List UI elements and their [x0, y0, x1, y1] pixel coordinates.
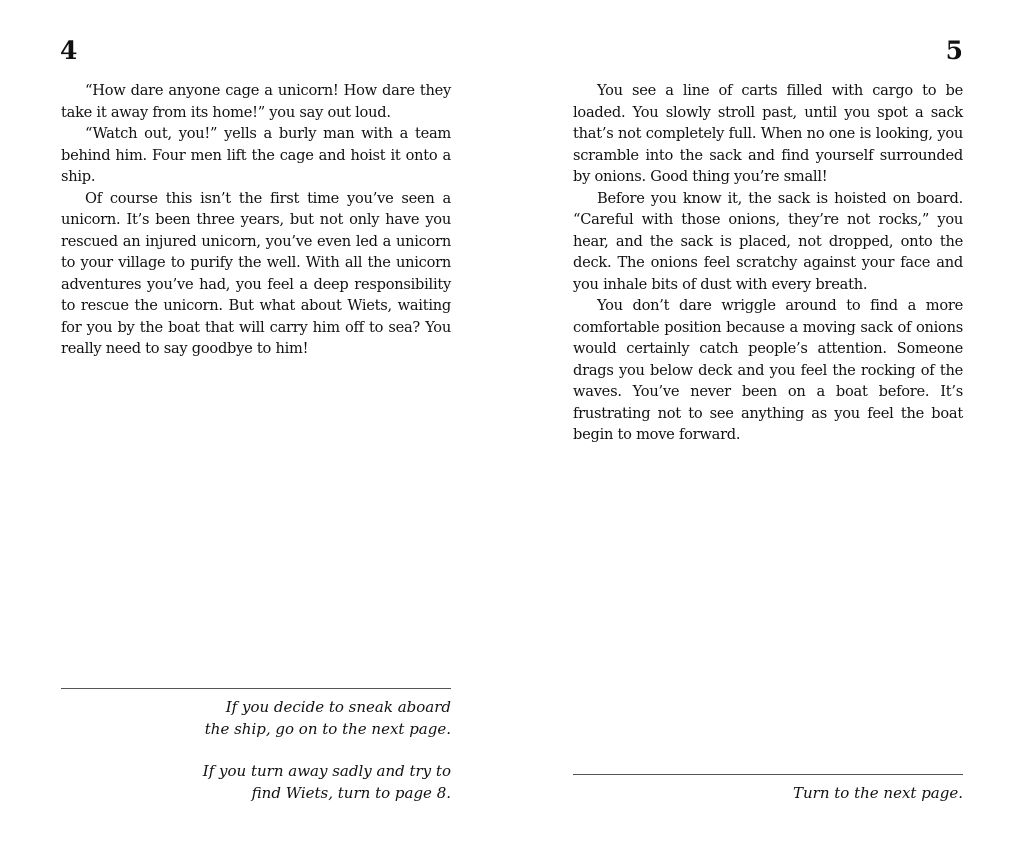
paragraph: Before you know it, the sack is hoisted on board. “Careful with those onions, they’re not rocks,” you hear, and the sack is placed, not dropped, onto the deck. The onions feel scratchy against your face and you inhale bits of dust with every breath. [573, 189, 963, 293]
choice-line: If you turn away sadly and try to [202, 762, 451, 780]
paragraph: Of course this isn’t the first time you’ve seen a unicorn. It’s been three years, but not only have you rescued an injured unicorn, you’ve even led a unicorn to your village to purify the well. With all the unicorn adventures you’ve had, you feel a deep responsibility to rescue the unicorn. But what about Wiets, waiting for you by the boat that will carry him off to sea? You really need to say goodbye to him! [61, 189, 451, 357]
page-number-left: 4 [60, 36, 78, 65]
paragraph: You don’t dare wriggle around to find a more comfortable position because a moving sack of onions would certainly catch people’s attention. Someone drags you below deck and you feel the rocking of the waves. You’ve never been on a boat before. It’s frustrating not to see anything as you feel the boat begin to move forward. [573, 297, 963, 443]
choice-divider [61, 688, 451, 689]
paragraph: “How dare anyone cage a unicorn! How dare they take it away from its home!” you say out loud. [61, 82, 451, 121]
paragraph: “Watch out, you!” yells a burly man with a team behind him. Four men lift the cage and hoist it onto a ship. [61, 125, 451, 185]
choice-line: find Wiets, turn to page 8. [251, 783, 451, 802]
paragraph: You see a line of carts filled with cargo to be loaded. You slowly stroll past, until you spot a sack that’s not completely full. When no one is looking, you scramble into the sack and find yourself surrounded by onions. Good thing you’re small! [573, 82, 963, 185]
choice-find-wiets[interactable] [61, 761, 451, 804]
choice-next-page[interactable] [573, 783, 963, 805]
left-page-text [61, 80, 451, 360]
choice-line: Turn to the next page. [792, 784, 963, 802]
choice-line: If you decide to sneak aboard [225, 698, 451, 716]
right-page-text [573, 80, 963, 446]
choice-line: the ship, go on to the next page. [204, 719, 451, 738]
page-number-right: 5 [945, 36, 963, 65]
choice-sneak-aboard[interactable] [61, 697, 451, 740]
choice-divider [573, 774, 963, 775]
